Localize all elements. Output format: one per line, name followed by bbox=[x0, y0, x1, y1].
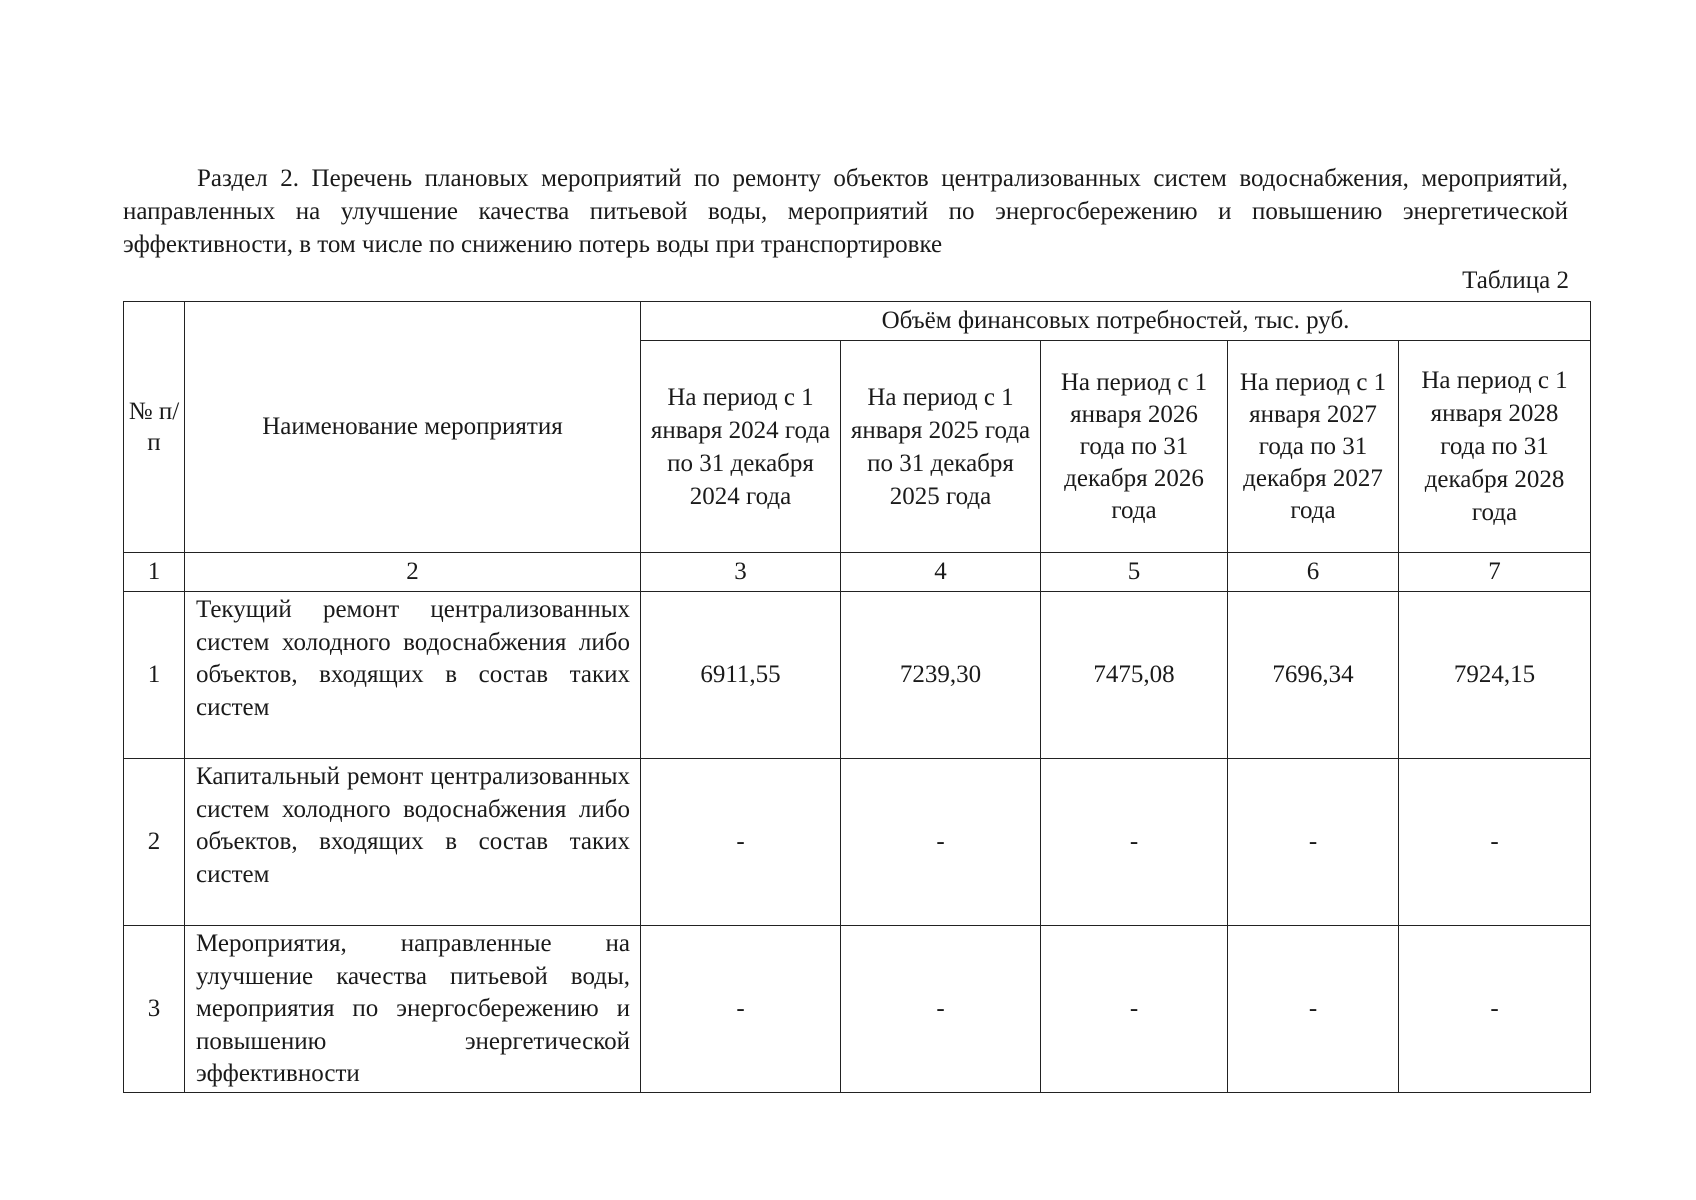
row-value-2024: - bbox=[641, 926, 841, 1093]
column-index-cell: 2 bbox=[185, 553, 641, 592]
column-index-cell: 1 bbox=[124, 553, 185, 592]
row-value-2024: - bbox=[641, 759, 841, 926]
column-index-cell: 5 bbox=[1041, 553, 1228, 592]
row-value-2025: - bbox=[841, 926, 1041, 1093]
table-row bbox=[124, 592, 1591, 759]
row-value-2025: - bbox=[841, 759, 1041, 926]
row-name: Капитальный ремонт централизованных систем холодного водоснабжения либо объектов, входящих в состав таких систем bbox=[185, 759, 641, 926]
header-period-2025: На период с 1 января 2025 года по 31 декабря 2025 года bbox=[841, 341, 1041, 553]
row-num: 1 bbox=[124, 592, 185, 759]
row-value-2027: - bbox=[1228, 926, 1399, 1093]
header-name: Наименование мероприятия bbox=[185, 302, 641, 553]
column-index-cell: 3 bbox=[641, 553, 841, 592]
column-index-cell: 7 bbox=[1399, 553, 1591, 592]
row-num: 2 bbox=[124, 759, 185, 926]
header-period-2028: На период с 1 января 2028 года по 31 декабря 2028 года bbox=[1399, 341, 1591, 553]
row-value-2028: - bbox=[1399, 926, 1591, 1093]
row-value-2028: 7924,15 bbox=[1399, 592, 1591, 759]
row-name: Текущий ремонт централизованных систем холодного водоснабжения либо объектов, входящих в состав таких систем bbox=[185, 592, 641, 759]
column-index-cell: 6 bbox=[1228, 553, 1399, 592]
header-financial-group: Объём финансовых потребностей, тыс. руб. bbox=[641, 302, 1591, 341]
table-row bbox=[124, 759, 1591, 926]
row-value-2026: - bbox=[1041, 759, 1228, 926]
financial-needs-table bbox=[123, 301, 1591, 1093]
row-value-2024: 6911,55 bbox=[641, 592, 841, 759]
row-value-2028: - bbox=[1399, 759, 1591, 926]
column-index-row bbox=[124, 553, 1591, 592]
header-num: № п/п bbox=[124, 302, 185, 553]
row-value-2026: 7475,08 bbox=[1041, 592, 1228, 759]
section-heading: Раздел 2. Перечень плановых мероприятий по ремонту объектов централизованных систем водоснабжения, мероприятий, направленных на улучшение качества питьевой воды, мероприятий по энергосбережению и повышению энергетической эффективности, в том числе по снижению потерь воды при транспортировке bbox=[123, 165, 1568, 258]
row-value-2026: - bbox=[1041, 926, 1228, 1093]
header-period-2026: На период с 1 января 2026 года по 31 декабря 2026 года bbox=[1041, 341, 1228, 553]
row-value-2025: 7239,30 bbox=[841, 592, 1041, 759]
row-num: 3 bbox=[124, 926, 185, 1093]
row-name: Мероприятия, направленные на улучшение качества питьевой воды, мероприятия по энергосбережению и повышению энергетической эффективности bbox=[185, 926, 641, 1093]
row-value-2027: 7696,34 bbox=[1228, 592, 1399, 759]
header-period-2024: На период с 1 января 2024 года по 31 декабря 2024 года bbox=[641, 341, 841, 553]
table-row bbox=[124, 926, 1591, 1093]
row-value-2027: - bbox=[1228, 759, 1399, 926]
column-index-cell: 4 bbox=[841, 553, 1041, 592]
header-period-2027: На период с 1 января 2027 года по 31 декабря 2027 года bbox=[1228, 341, 1399, 553]
table-caption: Таблица 2 bbox=[1462, 267, 1569, 294]
